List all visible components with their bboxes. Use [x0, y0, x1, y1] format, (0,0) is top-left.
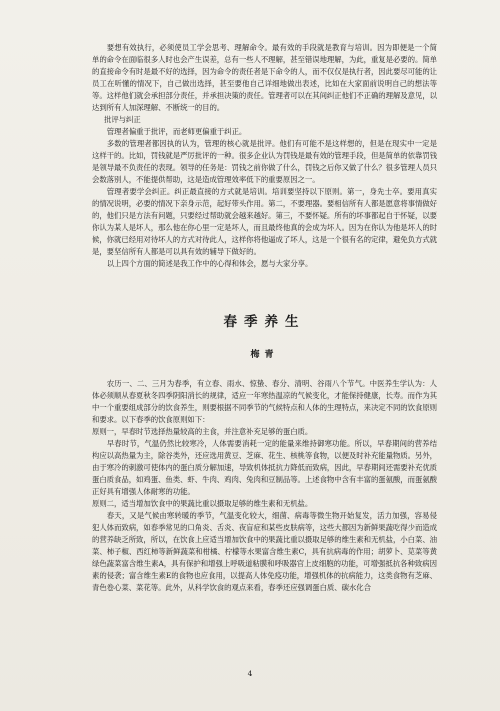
paragraph-closing: 以上四个方面的简述是我工作中的心得和体会，愿与大家分享。	[106, 259, 313, 268]
principle-two-heading: 原则二，适当增加饮食中的果蔬比重以摄取足够的维生素和无机盐。	[92, 499, 313, 508]
paragraph-spring-intro: 农历一、二、三月为春季，有立春、雨水、惊蛰、春分、清明、谷雨八个节气。中医养生学认为：人体必须顺从春夏秋冬四季阴阳消长的规律，适应一年寒热温凉的气候变化，才能保持健康，长寿。而作为其中一个重要组成部分的饮食养生，则要根据不同季节的气候特点和人体的生理特点，来决定不同的饮食原则和要求。以下春季的饮食原则如下：	[92, 379, 438, 424]
paragraph-principle-one: 早春时节，气温仍然比较寒冷，人体需要消耗一定的能量来维持御寒功能。所以，早春期间的营养结构应以高热量为主，除谷类外，还应选用黄豆、芝麻、花生、核桃等食物，以便及时补充能量物质。另外，由于寒冷的刺激可使体内的蛋白质分解加速，导致机体抵抗力降低而致病，因此，早春期间还需要补充优质蛋白质食品，如鸡蛋、鱼类、虾、牛肉、鸡肉、兔肉和豆制品等。上述食物中含有丰富的蛋氨酸，而蛋氨酸正好具有增强人体耐寒的功能。	[92, 439, 438, 496]
page-content	[92, 42, 437, 594]
subheading-criticize-correct: 批评与纠正	[104, 115, 141, 124]
article-title: 春季养生	[223, 314, 306, 330]
principle-one-heading: 原则一，早春时节选择热量较高的主食，并注意补充足够的蛋白质。	[92, 427, 313, 436]
article-author: 梅青	[250, 350, 279, 360]
paragraph-management-criticism: 多数的管理者都因执的认为，管理的核心就是批评。他们有可能不是这样想的，但是在现实中一定是这样干的。比如，罚钱就是严厉批评的一种。很多企业认为罚钱是最有效的管理手段，但是简单的依靠罚钱是领导最不负责任的表现。领导的任务是：罚钱之前你做了什么，罚钱之后你又做了什么？很多管理人员只会数落别人，不能提供帮助，这是造成管理效率低下的重要原因之一。	[92, 139, 438, 184]
paragraph-critique-vs-correct: 管理者偏重于批评，而老师更偏重于纠正。	[106, 127, 247, 136]
paragraph-training-principles: 管理者要学会纠正。纠正最直接的方式就是培训。培训要坚持以下原则。第一，身先士卒。要用真实的情况说明，必要的情况下亲身示范，起好带头作用。第二，不要理器。要相信所有人都是愿意将事情做好的，他们只是方法有问题，只要经过帮助就会越来越好。第三，不要怀疑。所有的坏事都起自于怀疑，以要你认为某人是坏人，那么他在你心里一定是坏人，而且最终他真的会成为坏人。因为在你认为他是坏人的时候，你就已经用对待坏人的方式对待此人，这样你将他逼成了坏人，这是一个很有名的定律，避免负方式就是，要坚信所有人都是可以具有效的辅导下做好的。	[92, 187, 438, 256]
paragraph-principle-two: 春天，又是气候由寒转暖的季节，气温变化较大，细菌、病毒等微生物开始复发，活力加强，容易侵犯人体而致病，如春季常见的口角炎、舌炎、夜盲症和某些皮肤病等，这些大都因为新鲜果蔬吃得少而造成的营养缺乏所致，所以，在饮食上应适当增加饮食中的果蔬比重以摄取足够的维生素和无机盐，小白菜、油菜、柿子椒、西红柿等新鲜蔬菜和柑橘、柠檬等水果富含维生素C，具有抗病毒的作用；胡萝卜、苋菜等黄绿色蔬菜富含维生素A，具有保护和增强上呼吸道粘膜和呼吸器官上皮细胞的功能，可增强抵抗各种致病因素的侵袭；富含维生素E的食物也应食用，以提高人体免疫功能，增强机体的抗病能力，这类食物有芝麻、青色卷心菜、菜花等。此外，从科学饮食的观点来看，春季还应强调蛋白质、碳水化合	[92, 511, 438, 592]
paragraph-execution: 要想有效执行，必须使员工学会思考、理解命令。最有效的手段就是教育与培训。因为即便是一个简单的命令在面临很多人时也会产生误差，总有一些人不理解，甚至错误地理解，为此，重复是必要的。简单的直接命令有时是最不好的选择，因为命令的责任者是下命令的人，而不仅仅是执行者，因此要尽可能的让员工在听懂的情况下，自己做出选择，甚至要他自己详细地做出表述，比如在大家面前说明自己的想法等等。这样他们就会承担部分责任，并承担决策的责任。管理者可以在其间纠正他们不正确的理解及意见，以达到所有人加深理解、不断统一的目的。	[92, 43, 438, 112]
page-number: 4	[247, 669, 253, 678]
